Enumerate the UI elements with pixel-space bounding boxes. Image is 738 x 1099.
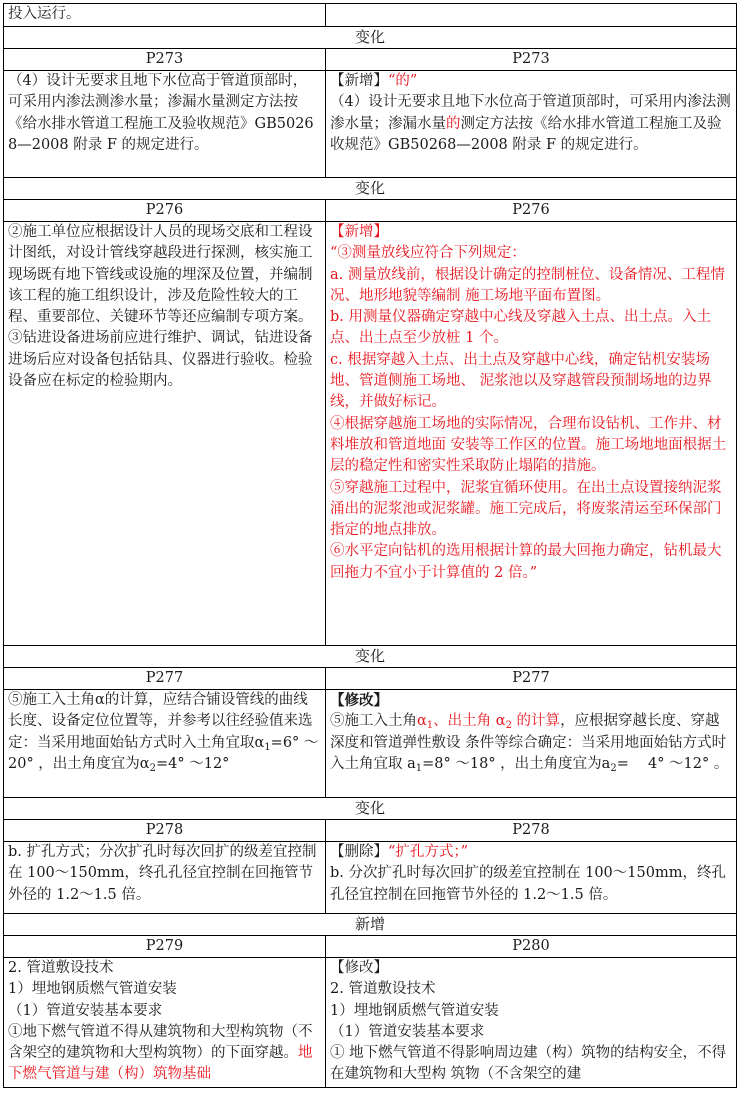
text-part: = 4° ～12° 。 <box>616 755 729 772</box>
paragraph: b. 用测量仪器确定穿越中心线及穿越入土点、出土点。入土点、出土点至少放桩 1 个。 <box>330 309 711 347</box>
section-header <box>4 178 737 200</box>
section-title: 变化 <box>4 646 737 668</box>
content-row <box>4 222 737 646</box>
content-left <box>4 222 326 646</box>
page-right: P278 <box>326 820 737 842</box>
cell-left: 投入运行。 <box>4 4 326 27</box>
content-right <box>326 222 737 646</box>
comparison-table <box>3 3 737 1088</box>
change-tag-line <box>330 71 732 92</box>
text-part: b. 分次扩孔时每次回扩的级差宜控制在 100～150mm，终孔孔径宜控制在回拖管节外径的 1.2～1.5 倍。 <box>330 865 726 903</box>
text-red: α <box>417 713 427 730</box>
change-tag: 【新增】 <box>330 73 388 89</box>
text-red: 、出土角 α <box>433 713 506 730</box>
subscript: 1 <box>415 762 423 774</box>
page-left: P278 <box>4 820 326 842</box>
quote-mark: “ <box>388 844 396 860</box>
content-right <box>326 690 737 798</box>
content-left: b. 扩孔方式；分次扩孔时每次回扩的级差宜控制在 100～150mm，终孔孔径宜控制在回拖管节外径的 1.2～1.5 倍。 <box>4 842 326 914</box>
paragraph: a. 测量放线前，根据设计确定的控制桩位、设备情况、工程情况、地形地貌等编制 施工场地平面布置图。 <box>330 266 725 304</box>
subscript: 1 <box>264 741 271 753</box>
paragraph: ① 地下燃气管道不得影响周边建（构）筑物的结构安全，不得在建筑物和大型构 筑物（不含架空的建 <box>330 1045 727 1083</box>
paragraph: c. 根据穿越入土点、出土点及穿越中心线，确定钻机安装场地、管道侧施工场地、 泥浆池以及穿越管段预制场地的边界线，并做好标记。 <box>330 351 712 411</box>
paragraph: （1）管道安装基本要求 <box>330 1023 485 1040</box>
text-part: （4）设计无要求且地下水位高于管道顶部时，可采用内渗法测渗水量；渗漏水量 <box>330 94 731 132</box>
change-tag: 【删除】 <box>330 844 388 860</box>
paragraph: ②施工单位应根据设计人员的现场交底和工程设计图纸，对设计管线穿越段进行探测，核实施工现场既有地下管线或设施的埋深及位置，并编制该工程的施工组织设计，涉及危险性较大的工程、重要部位、关键环节等还应编制专项方案。 <box>8 224 313 326</box>
page-left: P273 <box>4 49 326 71</box>
cell-right <box>326 4 737 27</box>
change-tag: 【修改】 <box>330 692 388 709</box>
page-row <box>4 820 737 842</box>
content-left <box>4 690 326 798</box>
page-row <box>4 49 737 71</box>
section-title: 变化 <box>4 798 737 820</box>
subscript: 2 <box>149 762 156 774</box>
content-right <box>326 71 737 178</box>
text-red: 的计算 <box>511 713 561 730</box>
change-note: “的” <box>388 73 418 89</box>
subscript: 2 <box>610 762 617 774</box>
section-title: 变化 <box>4 178 737 200</box>
paragraph: ⑤穿越施工过程中，泥浆宜循环使用。在出土点设置接纳泥浆涌出的泥浆池或泥浆罐。施工完成后，将废浆清运至环保部门指定的地点排放。 <box>330 479 722 539</box>
text-red: 的 <box>446 115 461 132</box>
section-header <box>4 646 737 668</box>
text-part: 测定方法按《给水排水管道工程施工及验收规范》GB50268—2008 附录 F 的规定进行。 <box>330 115 722 153</box>
section-header <box>4 798 737 820</box>
paragraph: 1）埋地钢质燃气管道安装 <box>330 1002 499 1019</box>
subscript: 2 <box>505 720 512 732</box>
section-header <box>4 27 737 49</box>
page-right: P280 <box>326 936 737 958</box>
subscript: 1 <box>426 720 434 732</box>
change-tag: 【修改】 <box>330 960 388 976</box>
change-tag: 【新增】 <box>330 224 388 240</box>
text-part: ①地下燃气管道不得从建筑物和大型构筑物（不含架空的建筑物和大型构筑物）的下面穿越。 <box>8 1023 313 1062</box>
section-header <box>4 914 737 936</box>
content-row <box>4 690 737 798</box>
paragraph: “③测量放线应符合下列规定： <box>330 245 526 262</box>
table-row <box>4 4 737 27</box>
section-title: 新增 <box>4 914 737 936</box>
text-part: =4° ～12° <box>155 755 230 772</box>
content-left: （4）设计无要求且地下水位高于管道顶部时，可采用内渗法测渗水量；渗漏水量测定方法按《给水排水管道工程施工及验收规范》GB50268—2008 附录 F 的规定进行。 <box>4 71 326 178</box>
paragraph: ④根据穿越施工场地的实际情况，合理布设钻机、工作井、材料堆放和管道地面 安装等工作区的位置。施工场地地面根据土层的稳定性和密实性采取防止塌陷的措施。 <box>330 415 727 475</box>
content-right <box>326 842 737 914</box>
text-part: ，应根据穿越长度、穿越深度和管道弹性敷设 条件等综合确定：当采用地面始钻方式时入土角宜取 a <box>330 713 727 772</box>
page-row <box>4 668 737 690</box>
quote-mark: ” <box>460 844 469 860</box>
text-red: 地下燃气管道与建（构）筑物基础 <box>8 1045 313 1083</box>
content-row <box>4 842 737 914</box>
section-title: 变化 <box>4 27 737 49</box>
text-part: =6° ～20° ，出土角度宜为α <box>8 734 319 772</box>
page-left: P279 <box>4 936 326 958</box>
deleted-text: 扩孔方式； <box>395 844 461 860</box>
paragraph: ⑥水平定向钻机的选用根据计算的最大回拖力确定，钻机最大回拖力不宜小于计算值的 2 倍。” <box>330 543 722 581</box>
text-part: ⑤施工入土角 <box>330 713 417 730</box>
content-row <box>4 71 737 178</box>
content-right <box>326 958 737 1088</box>
page-right: P276 <box>326 200 737 222</box>
content-row <box>4 958 737 1088</box>
content-left <box>4 958 326 1088</box>
change-tag-line <box>330 842 732 863</box>
text-part: =8° ～18° ，出土角度宜为a <box>422 755 611 772</box>
text-part: ⑤施工入土角α的计算，应结合铺设管线的曲线长度、设备定位位置等，并参考以往经验值来选定：当采用地面始钻方式时入土角宜取α <box>8 692 313 751</box>
paragraph: （1）管道安装基本要求 <box>8 1002 163 1019</box>
page-row <box>4 200 737 222</box>
paragraph: 2. 管道敷设技术 <box>330 981 436 998</box>
page-left: P276 <box>4 200 326 222</box>
page-right: P277 <box>326 668 737 690</box>
page-left: P277 <box>4 668 326 690</box>
paragraph: ③钻进设备进场前应进行维护、调试，钻进设备进场后应对设备包括钻具、仪器进行验收。检验设备应在标定的检验期内。 <box>8 330 313 390</box>
paragraph: 1）埋地钢质燃气管道安装 <box>8 981 177 998</box>
page-right: P273 <box>326 49 737 71</box>
paragraph: 2. 管道敷设技术 <box>8 960 114 976</box>
page-row <box>4 936 737 958</box>
